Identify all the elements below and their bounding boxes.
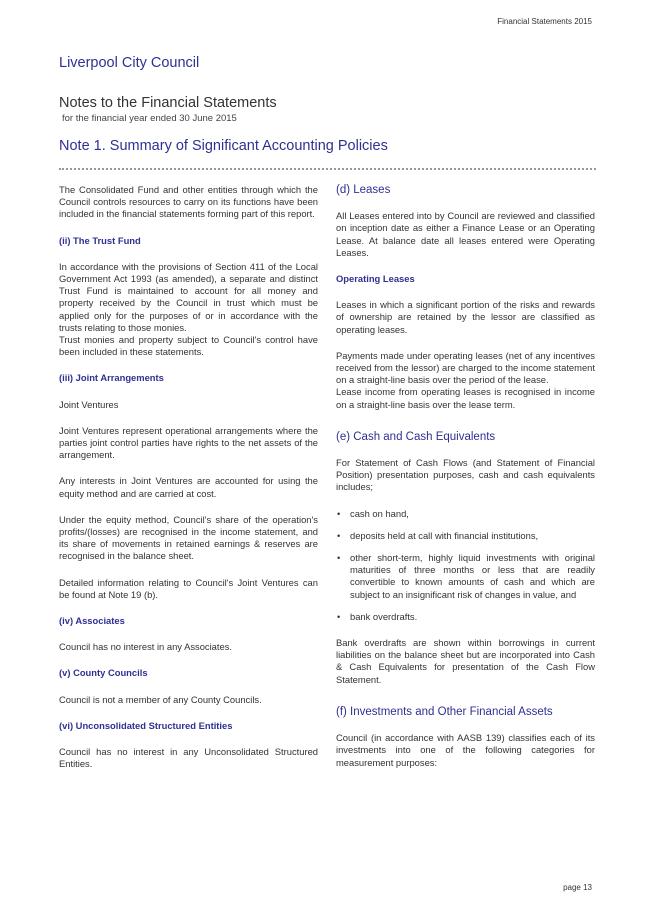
trust-fund-paragraph: In accordance with the provisions of Section 411 of the Local Government Act 1993 (as amended), a separate and distinct Trust Fund is maintained to account for all money and property received by the Council in trust which must be applied only for the purposes of or in accordance with the trusts relating to those monies. [59, 260, 318, 333]
leases-heading: (d) Leases [336, 184, 391, 196]
page-number: page 13 [563, 883, 592, 892]
joint-arrangements-heading: (iii) Joint Arrangements [59, 372, 164, 384]
list-item: • cash on hand, [336, 508, 595, 520]
bank-overdrafts-paragraph: Bank overdrafts are shown within borrowings in current liabilities on the balance sheet but are incorporated into Cash & Cash Equivalents for presentation of the Cash Flow Statement. [336, 637, 595, 685]
investments-paragraph: Council (in accordance with AASB 139) classifies each of its investments into one of the following categories for measurement purposes: [336, 732, 595, 768]
leases-paragraph: All Leases entered into by Council are reviewed and classified on inception date as either a Finance Lease or an Operating Lease. At balance date all leases entered were Operating Leases. [336, 210, 595, 258]
associates-heading: (iv) Associates [59, 615, 125, 627]
operating-leases-payments-paragraph: Payments made under operating leases (net of any incentives received from the lessor) are charged to the income statement on a straight-line basis over the period of the lease. [336, 349, 595, 386]
council-name: Liverpool City Council [59, 55, 200, 71]
running-header: Financial Statements 2015 [497, 17, 592, 26]
intro-paragraph: The Consolidated Fund and other entities through which the Council controls resources to carry on its functions have been included in the financial statements forming part of this report. [59, 184, 318, 220]
county-councils-heading: (v) County Councils [59, 667, 148, 679]
operating-leases-heading: Operating Leases [336, 273, 415, 285]
cash-equivalents-heading: (e) Cash and Cash Equivalents [336, 430, 496, 443]
notes-title: Notes to the Financial Statements [59, 95, 277, 111]
investments-heading: (f) Investments and Other Financial Assets [336, 705, 553, 718]
notes-subtitle: for the financial year ended 30 June 2015 [62, 113, 237, 124]
list-item: • other short-term, highly liquid investments with original maturities of three months or less that are readily convertible to known amounts of cash and which are subject to an insignificant risk of changes in value, and [336, 552, 595, 601]
joint-ventures-label: Joint Ventures [59, 398, 119, 410]
trust-fund-heading: (ii) The Trust Fund [59, 234, 141, 246]
trust-fund-paragraph-2: Trust monies and property subject to Council's control have been included in these statements. [59, 334, 318, 358]
note-heading: Note 1. Summary of Significant Accounting Policies [59, 138, 388, 154]
right-column [336, 184, 595, 783]
joint-ventures-note-paragraph: Detailed information relating to Council's Joint Ventures can be found at Note 19 (b). [59, 576, 318, 600]
operating-leases-paragraph: Leases in which a significant portion of the risks and rewards of ownership are retained by the lessor are classified as operating leases. [336, 299, 595, 335]
list-item: • bank overdrafts. [336, 611, 595, 623]
lease-income-paragraph: Lease income from operating leases is recognised in income on a straight-line basis over the lease term. [336, 386, 595, 410]
equity-method-paragraph: Under the equity method, Council's share of the operation's profits/(losses) are recognised in the income statement, and its share of movements in retained earnings & reserves are recognised in the balance sheet. [59, 513, 318, 562]
unconsolidated-entities-heading: (vi) Unconsolidated Structured Entities [59, 719, 233, 731]
joint-ventures-equity-paragraph: Any interests in Joint Ventures are accounted for using the equity method and are carried at cost. [59, 475, 318, 499]
unconsolidated-entities-paragraph: Council has no interest in any Unconsolidated Structured Entities. [59, 746, 318, 770]
left-column [59, 184, 318, 785]
joint-ventures-paragraph: Joint Ventures represent operational arrangements where the parties joint control parties have rights to the net assets of the arrangement. [59, 424, 318, 461]
list-item: • deposits held at call with financial institutions, [336, 530, 595, 542]
county-councils-paragraph: Council is not a member of any County Councils. [59, 693, 262, 705]
associates-paragraph: Council has no interest in any Associates. [59, 641, 233, 653]
dotted-divider [59, 168, 596, 170]
cash-equivalents-list [336, 508, 595, 623]
cash-equivalents-paragraph: For Statement of Cash Flows (and Statement of Financial Position) presentation purposes, cash and cash equivalents includes; [336, 457, 595, 493]
